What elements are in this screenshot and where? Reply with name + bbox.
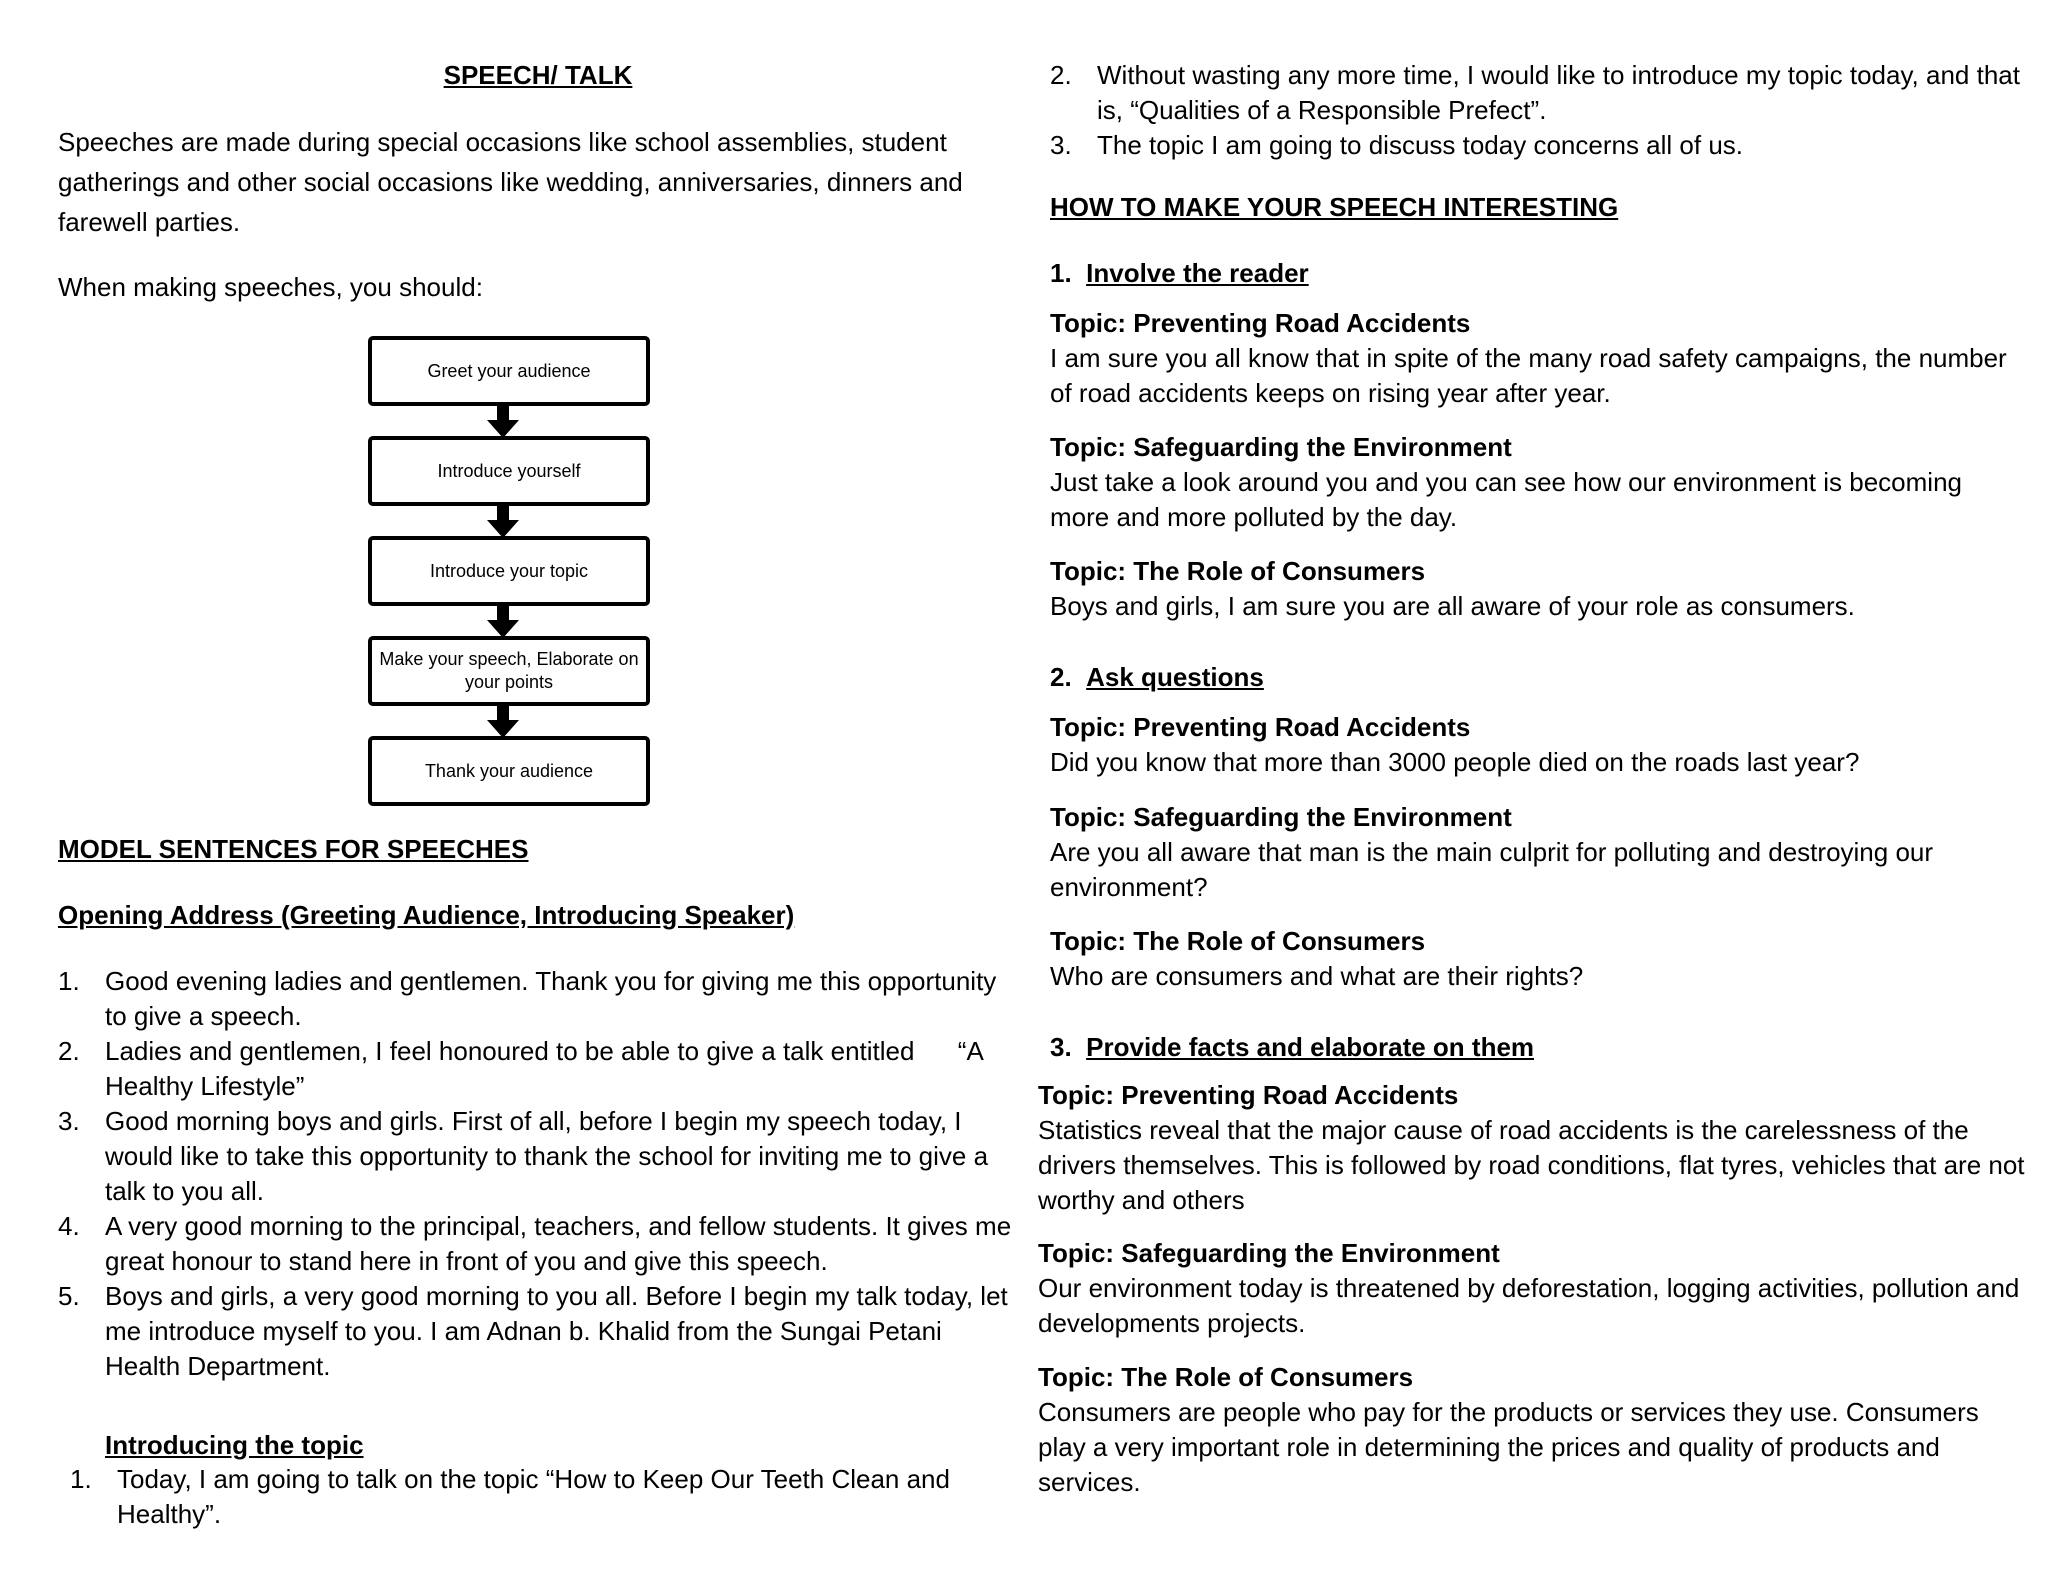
page-title: SPEECH/ TALK	[443, 60, 633, 90]
flow-step-introduce-yourself: Introduce yourself	[368, 436, 650, 506]
down-arrow-icon	[487, 706, 519, 738]
topic-block: Topic: Preventing Road Accidents Statistics reveal that the major cause of road accidents is the carelessness of the drivers themselves. This is followed by road conditions, flat tyres, vehicles that are not worthy and others	[1038, 1080, 2025, 1215]
topic-block: Topic: The Role of Consumers Who are consumers and what are their rights?	[1050, 926, 1584, 991]
flow-step-make-speech: Make your speech, Elaborate on your points	[368, 636, 650, 706]
intro-paragraph: Speeches are made during special occasions like school assemblies, student gatherings and other social occasions like wedding, anniversaries, dinners and farewell parties.	[58, 127, 963, 237]
down-arrow-icon	[487, 606, 519, 638]
list-item: 1. Good evening ladies and gentlemen. Thank you for giving me this opportunity to give a speech.	[58, 966, 997, 1031]
down-arrow-icon	[487, 506, 519, 538]
topic-block: Topic: The Role of Consumers Boys and girls, I am sure you are all aware of your role as consumers.	[1050, 556, 1855, 621]
section-heading-involve: 1. Involve the reader	[1050, 258, 1309, 288]
list-item: 4. A very good morning to the principal, teachers, and fellow students. It gives me great honour to stand here in front of you and give this speech.	[58, 1211, 1012, 1276]
down-arrow-icon	[487, 406, 519, 438]
topic-block: Topic: Safeguarding the Environment Are you all aware that man is the main culprit for polluting and destroying our environment?	[1050, 802, 1934, 902]
opening-address-heading: Opening Address (Greeting Audience, Introducing Speaker)	[58, 900, 795, 930]
section-heading-questions: 2. Ask questions	[1050, 662, 1264, 692]
list-item: 2. Ladies and gentlemen, I feel honoured to be able to give a talk entitled “A Healthy Lifestyle”	[58, 1036, 990, 1101]
list-item: 2. Without wasting any more time, I would like to introduce my topic today, and that is, “Qualities of a Responsible Prefect”.	[1050, 60, 2020, 125]
topic-block: Topic: The Role of Consumers Consumers are people who pay for the products or services they use. Consumers play a very important role in determining the prices and quality of products and services.	[1038, 1362, 1979, 1497]
interesting-speech-heading: HOW TO MAKE YOUR SPEECH INTERESTING	[1050, 192, 1619, 222]
model-sentences-heading: MODEL SENTENCES FOR SPEECHES	[58, 834, 529, 864]
flow-step-introduce-topic: Introduce your topic	[368, 536, 650, 606]
list-item: 3. The topic I am going to discuss today concerns all of us.	[1050, 130, 1744, 160]
topic-block: Topic: Preventing Road Accidents I am sure you all know that in spite of the many road safety campaigns, the number of road accidents keeps on rising year after year.	[1050, 308, 2007, 408]
opening-address-list	[58, 964, 1024, 1384]
topic-block: Topic: Preventing Road Accidents Did you know that more than 3000 people died on the roads last year?	[1050, 712, 1860, 777]
list-item: 5. Boys and girls, a very good morning to you all. Before I begin my talk today, let me introduce myself to you. I am Adnan b. Khalid from the Sungai Petani Health Department.	[58, 1281, 1008, 1381]
flow-step-thank: Thank your audience	[368, 736, 650, 806]
topic-block: Topic: Safeguarding the Environment Just take a look around you and you can see how our environment is becoming more and more polluted by the day.	[1050, 432, 1962, 532]
introducing-topic-list-continued	[1050, 58, 2025, 163]
section-heading-facts: 3. Provide facts and elaborate on them	[1050, 1032, 1535, 1062]
introducing-topic-list	[70, 1462, 1010, 1532]
topic-block: Topic: Safeguarding the Environment Our environment today is threatened by deforestation, logging activities, pollution and developments projects.	[1038, 1238, 2020, 1338]
list-item: 1. Today, I am going to talk on the topic “How to Keep Our Teeth Clean and Healthy”.	[70, 1464, 950, 1529]
flow-step-greet: Greet your audience	[368, 336, 650, 406]
when-making-text: When making speeches, you should:	[58, 272, 483, 302]
introducing-topic-heading: Introducing the topic	[105, 1430, 364, 1460]
list-item: 3. Good morning boys and girls. First of all, before I begin my speech today, I would like to take this opportunity to thank the school for inviting me to give a talk to you all.	[58, 1106, 989, 1206]
